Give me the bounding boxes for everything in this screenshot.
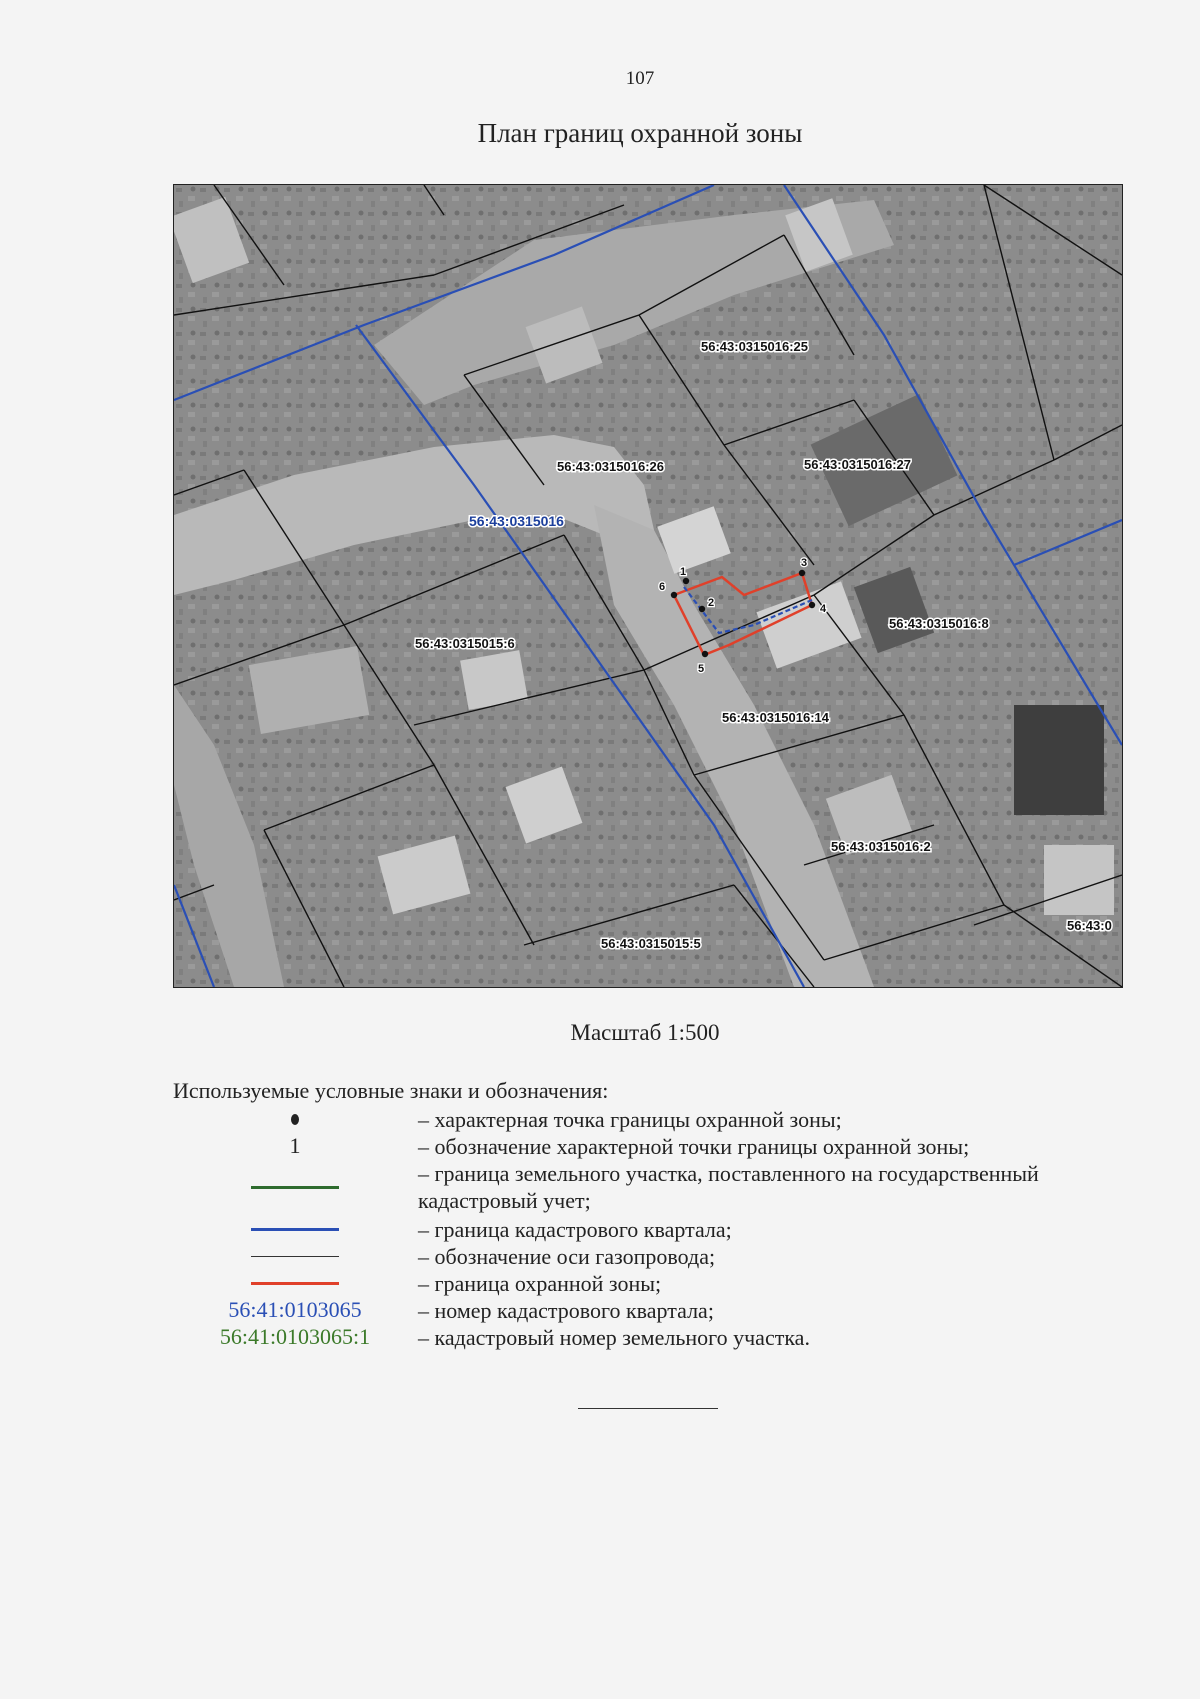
legend-text: – граница охранной зоны; xyxy=(418,1271,662,1296)
parcel-label: 56:43:0315015:5 xyxy=(601,936,701,951)
legend-item-point xyxy=(0,1106,1200,1132)
legend-text: – кадастровый номер земельного участка. xyxy=(418,1325,810,1350)
legend-symbol xyxy=(195,1297,395,1323)
legend-item-pipeline-axis xyxy=(0,1243,1200,1269)
point-label-6: 6 xyxy=(659,581,666,593)
map-canvas xyxy=(174,185,1122,987)
point-3 xyxy=(799,570,805,576)
legend-item-quarter-boundary xyxy=(0,1216,1200,1242)
green-line-icon xyxy=(251,1186,339,1189)
red-line-icon xyxy=(251,1282,339,1285)
point-6 xyxy=(671,592,677,598)
legend-text: – обозначение оси газопровода; xyxy=(418,1244,716,1269)
page-title: План границ охранной зоны xyxy=(477,118,803,148)
legend-item-quarter-number xyxy=(0,1297,1200,1323)
parcel-label: 56:43:0315016:8 xyxy=(889,616,989,631)
page-number: 107 xyxy=(625,68,655,89)
legend-text: – граница земельного участка, поставленного на государственный кадастровый учет; xyxy=(418,1161,1039,1213)
point-label-5: 5 xyxy=(698,663,705,675)
point-label-1: 1 xyxy=(680,566,687,578)
point-5 xyxy=(702,651,708,657)
parcel-label: 56:43:0315016:25 xyxy=(701,339,808,354)
legend-text: – обозначение характерной точки границы охранной зоны; xyxy=(418,1134,970,1159)
building xyxy=(1044,845,1114,915)
point-label-3: 3 xyxy=(801,557,808,569)
legend-symbol xyxy=(195,1174,395,1200)
parcel-label: 56:43:0315016:14 xyxy=(722,710,829,725)
point-4 xyxy=(809,602,815,608)
legend-item-protection-zone xyxy=(0,1270,1200,1296)
building xyxy=(1014,705,1104,815)
legend-text: – характерная точка границы охранной зоны; xyxy=(418,1107,842,1132)
legend-text: – номер кадастрового квартала; xyxy=(418,1298,714,1323)
legend-symbol xyxy=(195,1243,395,1269)
legend-symbol xyxy=(195,1324,395,1350)
legend-item-point-number xyxy=(0,1133,1200,1159)
legend-heading: Используемые условные знаки и обозначения: xyxy=(173,1078,609,1103)
parcel-label: 56:43:0315016:26 xyxy=(557,459,664,474)
parcel-label: 56:43:0315015:6 xyxy=(415,636,515,651)
legend-item-parcel-boundary xyxy=(0,1160,1200,1213)
legend-symbol xyxy=(195,1106,395,1132)
point-label-2: 2 xyxy=(708,597,715,609)
parcel-number-sample: 56:41:0103065:1 xyxy=(219,1324,371,1349)
parcel-label: 56:43:0315016:27 xyxy=(804,457,911,472)
cadastral-map[interactable] xyxy=(173,184,1123,988)
legend-symbol xyxy=(195,1216,395,1242)
legend-symbol xyxy=(195,1270,395,1296)
point-1 xyxy=(683,578,689,584)
parcel-label: 56:43:0 xyxy=(1067,918,1112,933)
point-label-4: 4 xyxy=(820,603,827,615)
blue-line-icon xyxy=(251,1228,339,1231)
quarter-number-sample: 56:41:0103065 xyxy=(228,1297,362,1322)
closing-rule xyxy=(578,1408,718,1409)
point-2 xyxy=(699,606,705,612)
quarter-label: 56:43:0315016 xyxy=(469,513,564,529)
legend-text: – граница кадастрового квартала; xyxy=(418,1217,732,1242)
point-marker-icon xyxy=(291,1114,299,1125)
black-line-icon xyxy=(251,1256,339,1257)
legend-symbol xyxy=(195,1133,395,1159)
parcel-label: 56:43:0315016:2 xyxy=(831,839,931,854)
map-scale: Масштаб 1:500 xyxy=(570,1020,720,1045)
point-number-sample: 1 xyxy=(289,1133,301,1158)
legend-item-parcel-number xyxy=(0,1324,1200,1350)
